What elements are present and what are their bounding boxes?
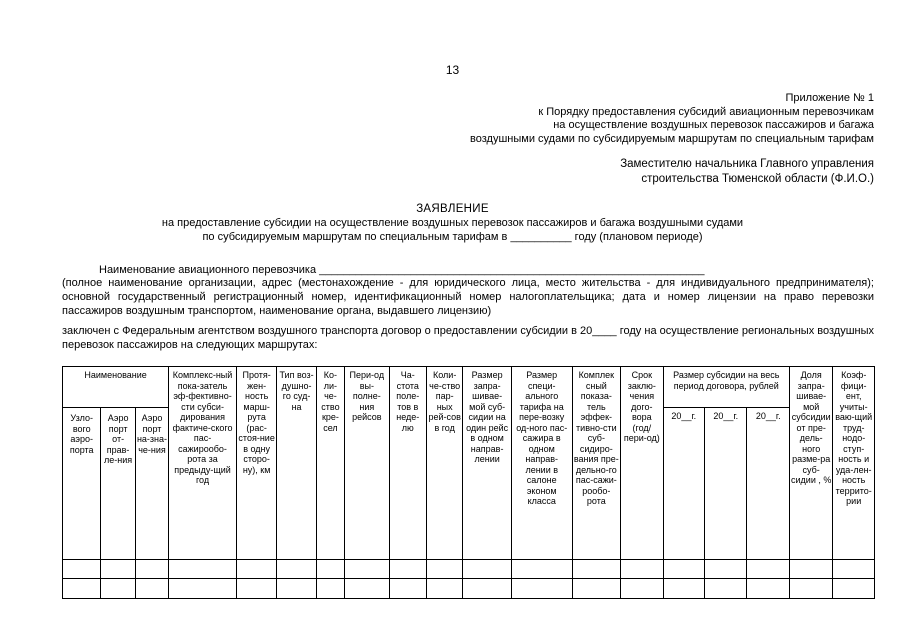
header-airport-departure: Аэро порт от-прав-ле-ния: [101, 408, 135, 560]
header-flight-period: Пери-од вы-полне-ния рейсов: [345, 367, 389, 560]
header-subsidy-share: Доля запра-шивае-мой субсидии от пре-дель-ного разме-ра суб-сидии , %: [789, 367, 832, 560]
table-cell: [135, 579, 168, 599]
table-cell: [63, 579, 101, 599]
table-cell: [169, 560, 237, 579]
header-aircraft-type: Тип воз-душно-го суд-на: [277, 367, 316, 560]
table-cell: [277, 560, 316, 579]
contract-paragraph: заключен с Федеральным агентством воздушного транспорта договор о предоставлении субсидии в 20____ году на осуществление региональных воздушных перевозок пассажиров на следующих маршрутах:: [62, 325, 874, 351]
header-frequency: Ча-стота поле-тов в неде-лю: [389, 367, 426, 560]
table-row: [63, 560, 875, 579]
addressee-line-2: строительства Тюменской области (Ф.И.О.): [641, 173, 874, 185]
page-number: 13: [445, 63, 460, 77]
header-airport-node: Узло-вого аэро-порта: [63, 408, 101, 560]
table-cell: [389, 579, 426, 599]
header-year-1: 20__г.: [663, 408, 704, 560]
header-airport-destination: Аэро порт на-зна-че-ния: [135, 408, 168, 560]
table-cell: [747, 579, 789, 599]
table-cell: [572, 579, 621, 599]
table-cell: [511, 579, 572, 599]
header-contract-term: Срок заклю-чения дого-вора (год/ пери-од): [621, 367, 663, 560]
appendix-line-3: на осуществление воздушных перевозок пассажиров и багажа: [553, 119, 874, 131]
table-cell: [345, 579, 389, 599]
carrier-name-text: Наименование авиационного перевозчика _______________________________________________________________: [99, 264, 705, 276]
table-cell: [621, 560, 663, 579]
header-year-2: 20__г.: [705, 408, 747, 560]
addressee-line-1: Заместителю начальника Главного управления: [620, 158, 874, 170]
carrier-details-note: (полное наименование организации, адрес (местонахождение - для юридического лица, место жительства - для индивидуального предпринимателя); основной государственный регистрационный номер, идентификационный номер налогоплательщика; дата и номер лицензии на право перевозки пассажиров воздушным транспортом, наименование органа, выдавшего лицензию): [62, 277, 874, 317]
table-cell: [833, 579, 875, 599]
table-cell: [621, 579, 663, 599]
table-cell: [101, 579, 135, 599]
table-cell: [236, 560, 276, 579]
table-cell: [345, 560, 389, 579]
table-cell: [511, 560, 572, 579]
table-cell: [169, 579, 237, 599]
table-cell: [833, 560, 875, 579]
document-title: ЗАЯВЛЕНИЕ: [416, 203, 489, 215]
table-cell: [789, 560, 832, 579]
addressee-block: [620, 157, 874, 187]
appendix-line-4: воздушными судами по субсидируемым маршрутам по специальным тарифам: [470, 132, 874, 145]
table-cell: [316, 579, 344, 599]
appendix-line-2: к Порядку предоставления субсидий авиационным перевозчикам: [538, 105, 874, 118]
appendix-reference: [470, 92, 874, 146]
header-complex-efficiency: Комплек сный показа-тель эффек-тивно-сти суб-сидиро-вания пре-дельно-го пас-сажи-рообо-рота: [572, 367, 621, 560]
table-cell: [572, 560, 621, 579]
table-cell: [463, 560, 512, 579]
table-cell: [277, 579, 316, 599]
table-cell: [705, 560, 747, 579]
routes-table: [62, 366, 875, 599]
table-cell: [747, 560, 789, 579]
table-cell: [63, 560, 101, 579]
header-route-length: Протя-жен-ность марш-рута (рас-стоя-ние в одну сторо-ну), км: [236, 367, 276, 560]
table-cell: [663, 579, 704, 599]
carrier-name-line: [62, 263, 874, 277]
header-year-3: 20__г.: [747, 408, 789, 560]
table-cell: [426, 579, 462, 599]
table-cell: [426, 560, 462, 579]
table-cell: [463, 579, 512, 599]
document-heading: [0, 202, 905, 244]
header-naimenovanie: Наименование: [63, 367, 169, 408]
table-cell: [101, 560, 135, 579]
table-cell: [316, 560, 344, 579]
header-subsidy-per-flight: Размер запра-шивае-мой суб-сидии на один рейс в одном направ-лении: [463, 367, 512, 560]
document-subtitle-line-1: на предоставление субсидии на осуществление воздушных перевозок пассажиров и багажа воздушными судами: [161, 217, 744, 229]
header-subsidy-period: Размер субсидии на весь период договора, рублей: [663, 367, 789, 408]
appendix-line-1: Приложение № 1: [785, 92, 874, 104]
table-cell: [705, 579, 747, 599]
table-cell: [789, 579, 832, 599]
header-flights-count: Коли-че-ство пар-ных рей-сов в год: [426, 367, 462, 560]
header-seats: Ко-ли-че-ство кре-сел: [316, 367, 344, 560]
table-cell: [663, 560, 704, 579]
table-row: [63, 579, 875, 599]
table-cell: [236, 579, 276, 599]
table-cell: [135, 560, 168, 579]
document-subtitle-line-2: по субсидируемым маршрутам по специальным тарифам в __________ году (плановом периоде): [202, 231, 703, 243]
header-special-tariff: Размер специ-ального тарифа на пере-возку од-ного пас-сажира в одном направ-лении в салоне эконом класса: [511, 367, 572, 560]
table-cell: [389, 560, 426, 579]
header-complex-indicator: Комплекс-ный пока-затель эф-фективно-сти субси-дирования фактиче-ского пас-сажирообо-рота за предыду-щий год: [169, 367, 237, 560]
header-coefficient: Коэф-фици-ент, учиты-ваю-щий труд-нодо-ступ-ность и уда-лен-ность террито-рии: [833, 367, 875, 560]
